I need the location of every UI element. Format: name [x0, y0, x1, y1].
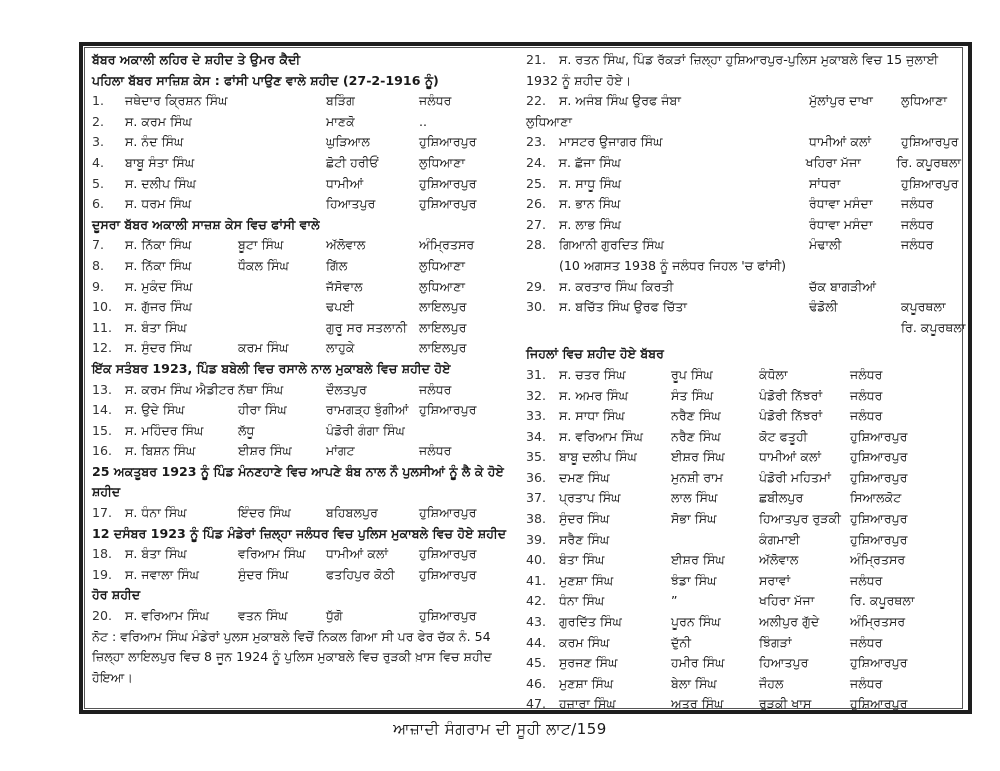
district-name: ਲੁਧਿਆਣਾ — [419, 154, 466, 170]
district-name: ਜਲੰਧਰ — [850, 634, 883, 650]
martyr-name: ਸ. ਕਰਤਾਰ ਸਿੰਘ ਕਿਰਤੀ — [559, 278, 674, 294]
list-item — [92, 400, 510, 421]
list-item — [526, 674, 961, 695]
martyr-name: ਸ. ਭਾਨ ਸਿੰਘ — [559, 196, 621, 212]
section-heading: ਹੋਰ ਸ਼ਹੀਦ — [92, 587, 141, 603]
entry-number: 26. — [526, 196, 547, 212]
village-name: ਢਪਈ — [326, 299, 355, 315]
jail-martyrs-list — [526, 365, 961, 715]
martyr-name: ਸ. ਬੰਤਾ ਸਿੰਘ — [125, 319, 187, 335]
martyr-name: ਸੁੰਦਰ ਸਿੰਘ — [559, 511, 610, 527]
entry-number: 14. — [92, 402, 113, 418]
list-item — [92, 606, 510, 627]
district-name: ਹੁਸ਼ਿਆਰਪੁਰ — [850, 531, 908, 547]
father-name: ਈਸ਼ਰ ਸਿੰਘ — [238, 443, 292, 459]
martyr-name: ਸ. ਗੁੱਜਰ ਸਿੰਘ — [125, 299, 193, 315]
list-item — [526, 694, 961, 715]
village-name: ਹਿਆਤਪੁਰ ਰੁੜਕੀ — [759, 511, 841, 527]
section-5-list — [92, 544, 510, 585]
entry-number: 4. — [92, 154, 105, 170]
list-item-continuation — [526, 318, 966, 339]
martyr-name: ਬੰਤਾ ਸਿੰਘ — [559, 552, 605, 568]
district-name: ਹੁਸ਼ਿਆਰਪੁਰ — [419, 196, 477, 212]
list-item — [92, 565, 510, 586]
district-name: ਹੁਸ਼ਿਆਰਪੁਰ — [901, 134, 959, 150]
entry-number: 20. — [92, 608, 113, 624]
list-item — [92, 132, 510, 153]
village-name: ਪੰਡੋਰੀ ਨਿੱਝਰਾਂ — [759, 387, 823, 403]
section-2-list — [92, 235, 510, 359]
martyr-name: ਸ. ਵਰਿਆਮ ਸਿੰਘ — [559, 428, 643, 444]
district-name: ਜਲੰਧਰ — [850, 675, 883, 691]
martyr-name: ਸ. ਬੰਤਾ ਸਿੰਘ — [125, 546, 187, 562]
father-name: ਨਰੈਣ ਸਿੰਘ — [671, 408, 721, 424]
martyr-name: ਸ. ਸਾਧੂ ਸਿੰਘ — [559, 175, 622, 191]
father-name: ਈਸ਼ਰ ਸਿੰਘ — [671, 449, 725, 465]
district-name: ਲੁਧਿਆਣਾ — [419, 257, 466, 273]
village-name: ਛੋਟੀ ਹਰੀਓਂ — [326, 154, 379, 170]
entry-text: 1932 ਨੂੰ ਸ਼ਹੀਦ ਹੋਏ। — [526, 72, 632, 88]
entry-number: 17. — [92, 505, 113, 521]
father-name: ਅਤਰ ਸਿੰਘ — [671, 696, 724, 712]
list-item — [526, 365, 961, 386]
father-name: ਲੱਧੂ — [238, 422, 255, 438]
martyr-name: ਮਾਸਟਰ ਉਜਾਗਰ ਸਿੰਘ — [559, 134, 663, 150]
entry-number: 43. — [526, 614, 547, 630]
martyr-name: ਧੰਨਾ ਸਿੰਘ — [559, 593, 605, 609]
martyr-name: ਸ. ਨਿੱਕਾ ਸਿੰਘ — [125, 237, 192, 253]
entry-number: 35. — [526, 449, 547, 465]
list-item — [526, 235, 961, 256]
list-item — [526, 132, 961, 153]
martyr-name: ਬਾਬੂ ਦਲੀਪ ਸਿੰਘ — [559, 449, 637, 465]
list-item — [526, 591, 961, 612]
entry-number: 1. — [92, 93, 105, 109]
entry-number: 9. — [92, 278, 105, 294]
entry-number: 38. — [526, 511, 547, 527]
district-name: ਹੁਸ਼ਿਆਰਪੁਰ — [850, 469, 908, 485]
entry-number: 32. — [526, 387, 547, 403]
district-name: ਲਾਇਲਪੁਰ — [419, 319, 467, 335]
father-name: ਧੌਕਲ ਸਿੰਘ — [238, 257, 289, 273]
section-heading: 12 ਦਸੰਬਰ 1923 ਨੂੰ ਪਿੰਡ ਮੰਡੇਰਾਂ ਜ਼ਿਲ੍ਹਾ ਜਲੰਧਰ ਵਿਚ ਪੁਲਿਸ ਮੁਕਾਬਲੇ ਵਿਚ ਹੋਏ ਸ਼ਹੀਦ — [92, 525, 507, 541]
martyr-name: ਸ. ਕਰਮ ਸਿੰਘ — [125, 113, 192, 129]
father-name: ਵਤਨ ਸਿੰਘ — [238, 608, 288, 624]
district-name — [901, 277, 961, 298]
father-name: ਨਰੈਣ ਸਿੰਘ — [671, 428, 721, 444]
village-name: ਧਾਮੀਆਂ ਕਲਾਂ — [326, 546, 389, 562]
village-name: ਦੌਲਤਪੁਰ — [326, 381, 367, 397]
entry-number: 46. — [526, 675, 547, 691]
list-item — [526, 50, 961, 71]
district-name: ਹੁਸ਼ਿਆਰਪੁਰ — [419, 608, 477, 624]
entry-number: 15. — [92, 422, 113, 438]
entry-number: 42. — [526, 593, 547, 609]
entry-number: 41. — [526, 572, 547, 588]
list-item — [526, 653, 961, 674]
martyr-name: ਸ. ਅਮਰ ਸਿੰਘ — [559, 387, 629, 403]
martyr-name: ਸ. ਵਰਿਆਮ ਸਿੰਘ — [125, 608, 209, 624]
section-heading: 25 ਅਕਤੂਬਰ 1923 ਨੂੰ ਪਿੰਡ ਮੰਨਣਹਾਣੇ ਵਿਚ ਆਪਣੇ ਬੰਬ ਨਾਲ ਨੌ ਪੁਲਸੀਆਂ ਨੂੰ ਲੈ ਕੇ ਹੋਏ ਸ਼ਹੀਦ — [92, 463, 504, 500]
list-item — [526, 571, 961, 592]
village-name: ਅੱਲੋਵਾਲ — [326, 237, 366, 253]
martyr-name: ਸ. ਜਵਾਲਾ ਸਿੰਘ — [125, 566, 200, 582]
martyr-name: ਬਾਬੂ ਸੰਤਾ ਸਿੰਘ — [125, 154, 195, 170]
village-name: ਹਿਆਤਪੁਰ — [759, 655, 809, 671]
list-item — [526, 633, 961, 654]
district-name: ਹੁਸ਼ਿਆਰਪੁਰ — [419, 505, 477, 521]
village-name: ਚੱਕ ਬਾਗੜੀਆਂ — [809, 278, 877, 294]
father-name: ਬੇਲਾ ਸਿੰਘ — [671, 675, 717, 691]
village-name: ਧਾਮੀਆਂ ਕਲਾਂ — [759, 449, 822, 465]
father-name: ਹਮੀਰ ਸਿੰਘ — [671, 655, 725, 671]
district-name: ਹੁਸ਼ਿਆਰਪੁਰ — [850, 696, 908, 712]
district-name: ਜਲੰਧਰ — [419, 381, 452, 397]
district-name: .. — [419, 113, 428, 129]
district-name: ਹੁਸ਼ਿਆਰਪੁਰ — [419, 175, 477, 191]
list-item — [92, 112, 510, 133]
entry-number: 12. — [92, 340, 113, 356]
martyr-name: ਪ੍ਰਤਾਪ ਸਿੰਘ — [559, 490, 621, 506]
martyr-name: ਦਮਣ ਸਿੰਘ — [559, 469, 610, 485]
father-name: ਬੂਟਾ ਸਿੰਘ — [238, 237, 284, 253]
district-name: ਲਾਇਲਪੁਰ — [419, 340, 467, 356]
note-paragraph: ਨੋਟ : ਵਰਿਆਮ ਸਿੰਘ ਮੰਡੇਰਾਂ ਪੁਲਸ ਮੁਕਾਬਲੇ ਵਿਚੋਂ ਨਿਕਲ ਗਿਆ ਸੀ ਪਰ ਫੇਰ ਚੱਕ ਨੰ. 54 ਜ਼ਿਲ੍ਹਾ ਲਾਇਲਪੁਰ ਵਿਚ 8 ਜੂਨ 1924 ਨੂੰ ਪੁਲਿਸ ਮੁਕਾਬਲੇ ਵਿਚ ਰੁੜਕੀ ਖ਼ਾਸ ਵਿਚ ਸ਼ਹੀਦ ਹੋਇਆ। — [92, 628, 492, 685]
section-heading: ਦੂਸਰਾ ਬੱਬਰ ਅਕਾਲੀ ਸਾਜ਼ਸ਼ ਕੇਸ ਵਿਚ ਫਾਂਸੀ ਵਾਲੇ — [92, 216, 320, 232]
document-title: ਬੱਬਰ ਅਕਾਲੀ ਲਹਿਰ ਦੇ ਸ਼ਹੀਦ ਤੇ ਉਮਰ ਕੈਦੀ — [92, 52, 301, 67]
village-name: ਪੰਡੋਰੀ ਗੰਗਾ ਸਿੰਘ — [326, 422, 405, 438]
father-name — [238, 277, 326, 298]
village-name: ਘੁੜਿਆਲ — [326, 134, 370, 150]
district-name: ਰਿ. ਕਪੂਰਥਲਾ — [896, 154, 961, 170]
list-item — [526, 153, 961, 174]
list-item — [92, 256, 510, 277]
list-item — [92, 174, 510, 195]
list-item — [526, 550, 961, 571]
district-name: ਲਾਇਲਪੁਰ — [419, 299, 467, 315]
village-name: ਕੋਟ ਫਤੂਹੀ — [759, 428, 808, 444]
right-list-a — [526, 91, 966, 338]
district-name: ਜਲੰਧਰ — [850, 572, 883, 588]
father-name: ਨੱਥਾ ਸਿੰਘ — [238, 381, 284, 397]
district-name: ਹੁਸ਼ਿਆਰਪੁਰ — [850, 449, 908, 465]
entry-number: 31. — [526, 366, 547, 382]
village-name: ਧੁੱਗੋ — [326, 608, 343, 624]
entry-number: 25. — [526, 175, 547, 191]
list-item — [526, 468, 961, 489]
entry-number: 10. — [92, 299, 113, 315]
list-item — [92, 91, 510, 112]
left-column — [92, 50, 510, 688]
entry-number: 47. — [526, 696, 547, 712]
village-name: ਰਾਮਗੜ੍ਹ ਝੁੰਗੀਆਂ — [326, 402, 409, 418]
father-name: ਮੁਨਸ਼ੀ ਰਾਮ — [671, 469, 724, 485]
section-4-list — [92, 503, 510, 524]
district-name: ਜਲੰਧਰ — [850, 366, 883, 382]
village-name: ਸਾਂਧਰਾ — [809, 175, 841, 191]
entry-number: 13. — [92, 381, 113, 397]
list-item-continuation — [526, 71, 961, 92]
district-name — [419, 421, 510, 442]
entry-number: 21. — [526, 52, 547, 67]
list-item — [526, 530, 961, 551]
list-item — [92, 503, 510, 524]
list-item — [92, 380, 510, 401]
father-name: ” — [671, 593, 678, 609]
village-name: ਜੌਹਲ — [759, 675, 784, 691]
village-name: ਪੰਡੋਰੀ ਨਿੱਝਰਾਂ — [759, 408, 823, 424]
list-item — [526, 297, 961, 318]
father-name: ਝੰਡਾ ਸਿੰਘ — [671, 572, 717, 588]
district-name: ਜਲੰਧਰ — [850, 408, 883, 424]
martyr-name: ਸ. ਮੁਕੰਦ ਸਿੰਘ — [125, 278, 193, 294]
village-name: ਮੁੱਲਾਂਪੁਰ ਦਾਖਾ — [809, 93, 873, 109]
district-name: ਜਲੰਧਰ — [901, 237, 934, 253]
section-3-list — [92, 380, 510, 462]
village-name: ਧਾਮੀਆਂ — [326, 175, 364, 191]
village-name: ਲਾਹੁਕੇ — [326, 340, 355, 356]
father-name: ਇੰਦਰ ਸਿੰਘ — [238, 505, 291, 521]
village-name: ਕੰਗਮਾਈ — [759, 531, 800, 547]
entry-number: 19. — [92, 566, 113, 582]
martyr-name: ਮੁਣਸ਼ਾ ਸਿੰਘ — [559, 572, 614, 588]
father-name — [238, 297, 326, 318]
entry-number: 24. — [526, 154, 547, 170]
village-name: ਗਿੱਲ — [326, 257, 348, 273]
village-name: ਅਲੀਪੁਰ ਗੁੱਦੇ — [759, 614, 820, 630]
list-item — [526, 194, 961, 215]
entry-number: 40. — [526, 552, 547, 568]
village-name: ਮਾਂਗਟ — [326, 443, 355, 459]
martyr-name: ਸ. ਦਲੀਪ ਸਿੰਘ — [125, 175, 196, 191]
list-item — [526, 277, 961, 298]
village-name: ਰੰਧਾਵਾ ਮਸੰਦਾ — [809, 216, 873, 232]
village-name: ਜੱਸੋਵਾਲ — [326, 278, 363, 294]
father-name: ਕਰਮ ਸਿੰਘ — [238, 340, 289, 356]
entry-text: ਸ. ਰਤਨ ਸਿੰਘ, ਪਿੰਡ ਰੱਕੜਾਂ ਜ਼ਿਲ੍ਹਾ ਹੁਸ਼ਿਆਰਪੁਰ-ਪੁਲਿਸ ਮੁਕਾਬਲੇ ਵਿਚ 15 ਜੁਲਾਈ — [559, 52, 939, 67]
district-name: ਜਲੰਧਰ — [419, 443, 452, 459]
list-item — [92, 235, 510, 256]
list-item — [92, 277, 510, 298]
father-name: ਈਸ਼ਰ ਸਿੰਘ — [671, 552, 725, 568]
martyr-name: ਕਰਮ ਸਿੰਘ — [559, 634, 610, 650]
father-name: ਹੀਰਾ ਸਿੰਘ — [238, 402, 287, 418]
martyr-name: ਜਥੇਦਾਰ ਕ੍ਰਿਸ਼ਨ ਸਿੰਘ — [125, 93, 228, 109]
martyr-name: ਸ. ਬਿਸ਼ਨ ਸਿੰਘ — [125, 443, 196, 459]
district-name: ਲੁਧਿਆਣਾ — [901, 93, 948, 109]
page-footer: ਆਜ਼ਾਦੀ ਸੰਗਰਾਮ ਦੀ ਸੂਹੀ ਲਾਟ/159 — [393, 720, 607, 738]
village-name: ਫਤਹਿਪੁਰ ਕੋਠੀ — [326, 566, 395, 582]
list-item — [92, 194, 510, 215]
entry-number: 18. — [92, 546, 113, 562]
entry-number: 3. — [92, 134, 105, 150]
section-6-list — [92, 606, 510, 627]
village-name: ਪੰਡੋਰੀ ਮਹਿਤਮਾਂ — [759, 469, 831, 485]
list-item — [92, 153, 510, 174]
district-name: ਹੁਸ਼ਿਆਰਪੁਰ — [419, 546, 477, 562]
martyr-name: ਗੁਰਦਿੱਤ ਸਿੰਘ — [559, 614, 622, 630]
martyr-name: ਹਜ਼ਾਰਾ ਸਿੰਘ — [559, 696, 616, 712]
father-name: ਸੋਭਾ ਸਿੰਘ — [671, 511, 717, 527]
martyr-name: ਸਰੈਣ ਸਿੰਘ — [559, 531, 610, 547]
district-name: ਹੁਸ਼ਿਆਰਪੁਰ — [419, 566, 477, 582]
father-name: ਦੁੱਨੀ — [671, 634, 691, 650]
entry-number: 6. — [92, 196, 105, 212]
list-item-continuation: ਲੁਧਿਆਣਾ — [526, 113, 573, 129]
list-item — [92, 544, 510, 565]
village-name: ਰੁੜਕੀ ਖਾਸ — [759, 696, 812, 712]
list-item — [92, 318, 510, 339]
village-name: ਖਹਿਰਾ ਮੱਜਾ — [759, 593, 815, 609]
village-name: ਬੜਿੰਗ — [326, 93, 355, 109]
list-item — [526, 174, 961, 195]
district-name: ਜਲੰਧਰ — [419, 93, 452, 109]
district-name: ਲੁਧਿਆਣਾ — [419, 278, 466, 294]
entry-number: 2. — [92, 113, 105, 129]
village-name: ਝਿੰਗੜਾਂ — [759, 634, 792, 650]
list-item — [526, 427, 961, 448]
village-name: ਛਬੀਲਪੁਰ — [759, 490, 804, 506]
entry-number: 16. — [92, 443, 113, 459]
list-item — [526, 215, 961, 236]
martyr-name: ਸ. ਧਰਮ ਸਿੰਘ — [125, 196, 192, 212]
village-name: ਖਹਿਰਾ ਮੱਜਾ — [805, 154, 861, 170]
list-item — [526, 509, 961, 530]
martyr-name: ਸ. ਲਾਭ ਸਿੰਘ — [559, 216, 622, 232]
list-item — [526, 91, 961, 112]
district-name: ਰਿ. ਕਪੂਰਥਲਾ — [901, 319, 966, 335]
district-name: ਜਲੰਧਰ — [901, 216, 934, 232]
entry-number: 36. — [526, 469, 547, 485]
district-name: ਰਿ. ਕਪੂਰਥਲਾ — [850, 593, 915, 609]
father-name: ਰੂਪ ਸਿੰਘ — [671, 366, 713, 382]
district-name: ਹੁਸ਼ਿਆਰਪੁਰ — [419, 134, 477, 150]
entry-number: 33. — [526, 408, 547, 424]
martyr-name: ਸੁਰਜਣ ਸਿੰਘ — [559, 655, 618, 671]
martyr-name: ਸ. ਬਚਿੱਤ ਸਿੰਘ ਉਰਫ ਚਿੱਤਾ — [559, 299, 688, 315]
entry-number: 29. — [526, 278, 547, 294]
district-name: ਅੰਮ੍ਰਿਤਸਰ — [850, 614, 906, 630]
martyr-name: ਗਿਆਨੀ ਗੁਰਦਿਤ ਸਿੰਘ — [559, 237, 665, 253]
entry-number: 22. — [526, 93, 547, 109]
list-item — [92, 441, 510, 462]
entry-number: 11. — [92, 319, 113, 335]
martyr-name: ਸ. ਕਰਮ ਸਿੰਘ ਐਡੀਟਰ — [125, 381, 235, 397]
list-item — [526, 488, 961, 509]
list-item — [526, 406, 961, 427]
right-column — [526, 50, 966, 715]
martyr-name: ਸ. ਸਾਧਾ ਸਿੰਘ — [559, 408, 625, 424]
list-item — [92, 338, 510, 359]
district-name: ਹੁਸ਼ਿਆਰਪੁਰ — [419, 402, 477, 418]
father-name — [238, 318, 326, 339]
district-name: ਅੰਮ੍ਰਿਤਸਰ — [850, 552, 906, 568]
father-name — [671, 530, 759, 551]
list-item — [92, 421, 510, 442]
entry-number: 23. — [526, 134, 547, 150]
martyr-name: ਸ. ਉਦੇ ਸਿੰਘ — [125, 402, 185, 418]
district-name: ਹੁਸ਼ਿਆਰਪੁਰ — [901, 175, 959, 191]
martyr-name: ਸ. ਛੱਜਾ ਸਿੰਘ — [558, 154, 621, 170]
district-name: ਹੁਸ਼ਿਆਰਪੁਰ — [850, 511, 908, 527]
village-name: ਢੰਡੋਲੀ — [809, 299, 838, 315]
district-name: ਹੁਸ਼ਿਆਰਪੁਰ — [850, 655, 908, 671]
father-name: ਸੰਤ ਸਿੰਘ — [671, 387, 714, 403]
district-name: ਕਪੂਰਥਲਾ — [901, 299, 946, 315]
entry-number: 28. — [526, 237, 547, 253]
martyr-name: ਸ. ਅਜੰਬ ਸਿੰਘ ਉਰਫ ਜੰਬਾ — [559, 93, 681, 109]
list-item — [92, 297, 510, 318]
entry-number: 39. — [526, 531, 547, 547]
village-name: ਮਾਣਕੋ — [326, 113, 355, 129]
martyr-name: ਸ. ਨਿੱਕਾ ਸਿੰਘ — [125, 257, 192, 273]
martyr-name: ਸ. ਨੰਦ ਸਿੰਘ — [125, 134, 184, 150]
section-heading: ਜਿਹਲਾਂ ਵਿਚ ਸ਼ਹੀਦ ਹੋਏ ਬੱਬਰ — [526, 346, 664, 362]
entry-number: 45. — [526, 655, 547, 671]
list-item — [526, 612, 961, 633]
entry-number: 34. — [526, 428, 547, 444]
list-item-continuation: (10 ਅਗਸਤ 1938 ਨੂੰ ਜਲੰਧਰ ਜਿਹਲ 'ਚ ਫਾਂਸੀ) — [559, 257, 787, 273]
entry-number: 5. — [92, 175, 105, 191]
village-name: ਰੰਧਾਵਾ ਮਸੰਦਾ — [809, 196, 873, 212]
village-name: ਮੰਢਾਲੀ — [809, 237, 842, 253]
village-name: ਕੰਧੋਲਾ — [759, 366, 788, 382]
section-1-list — [92, 91, 510, 215]
father-name: ਪੂਰਨ ਸਿੰਘ — [671, 614, 721, 630]
martyr-name: ਸ. ਮਹਿੰਦਰ ਸਿੰਘ — [125, 422, 204, 438]
martyr-name: ਸ. ਧੰਨਾ ਸਿੰਘ — [125, 505, 187, 521]
entry-number: 44. — [526, 634, 547, 650]
list-item — [526, 447, 961, 468]
village-name: ਬਹਿਬਲਪੁਰ — [326, 505, 378, 521]
district-name: ਹੁਸ਼ਿਆਰਪੁਰ — [850, 428, 908, 444]
district-name: ਸਿਆਲਕੋਟ — [850, 490, 902, 506]
father-name: ਸੁੰਦਰ ਸਿੰਘ — [238, 566, 289, 582]
district-name: ਜਲੰਧਰ — [850, 387, 883, 403]
village-name: ਸਰਾਵਾਂ — [759, 572, 791, 588]
father-name: ਵਰਿਆਮ ਸਿੰਘ — [238, 546, 306, 562]
martyr-name: ਮੁਣਸ਼ਾ ਸਿੰਘ — [559, 675, 614, 691]
martyr-name: ਸ. ਚਤਰ ਸਿੰਘ — [559, 366, 626, 382]
section-heading: ਪਹਿਲਾ ਬੱਬਰ ਸਾਜ਼ਿਸ਼ ਕੇਸ : ਫਾਂਸੀ ਪਾਉਣ ਵਾਲੇ ਸ਼ਹੀਦ (27-2-1916 ਨੂੰ) — [92, 72, 439, 88]
entry-number: 7. — [92, 237, 105, 253]
entry-number: 37. — [526, 490, 547, 506]
section-heading: ਇੱਕ ਸਤੰਬਰ 1923, ਪਿੰਡ ਬਬੇਲੀ ਵਿਚ ਰਸਾਲੇ ਨਾਲ ਮੁਕਾਬਲੇ ਵਿਚ ਸ਼ਹੀਦ ਹੋਏ — [92, 360, 451, 376]
entry-number: 30. — [526, 299, 547, 315]
village-name: ਧਾਮੀਆਂ ਕਲਾਂ — [809, 134, 872, 150]
district-name: ਅੰਮ੍ਰਿਤਸਰ — [419, 237, 475, 253]
village-name: ਅੱਲੋਵਾਲ — [759, 552, 799, 568]
entry-number: 27. — [526, 216, 547, 232]
father-name: ਲਾਲ ਸਿੰਘ — [671, 490, 718, 506]
village-name: ਹਿਆਤਪੁਰ — [326, 196, 376, 212]
village-name: ਗੁਰੂ ਸਰ ਸਤਲਾਨੀ — [326, 319, 407, 335]
martyr-name: ਸ. ਸੁੰਦਰ ਸਿੰਘ — [125, 340, 192, 356]
list-item — [526, 386, 961, 407]
district-name: ਜਲੰਧਰ — [901, 196, 934, 212]
entry-number: 8. — [92, 257, 105, 273]
